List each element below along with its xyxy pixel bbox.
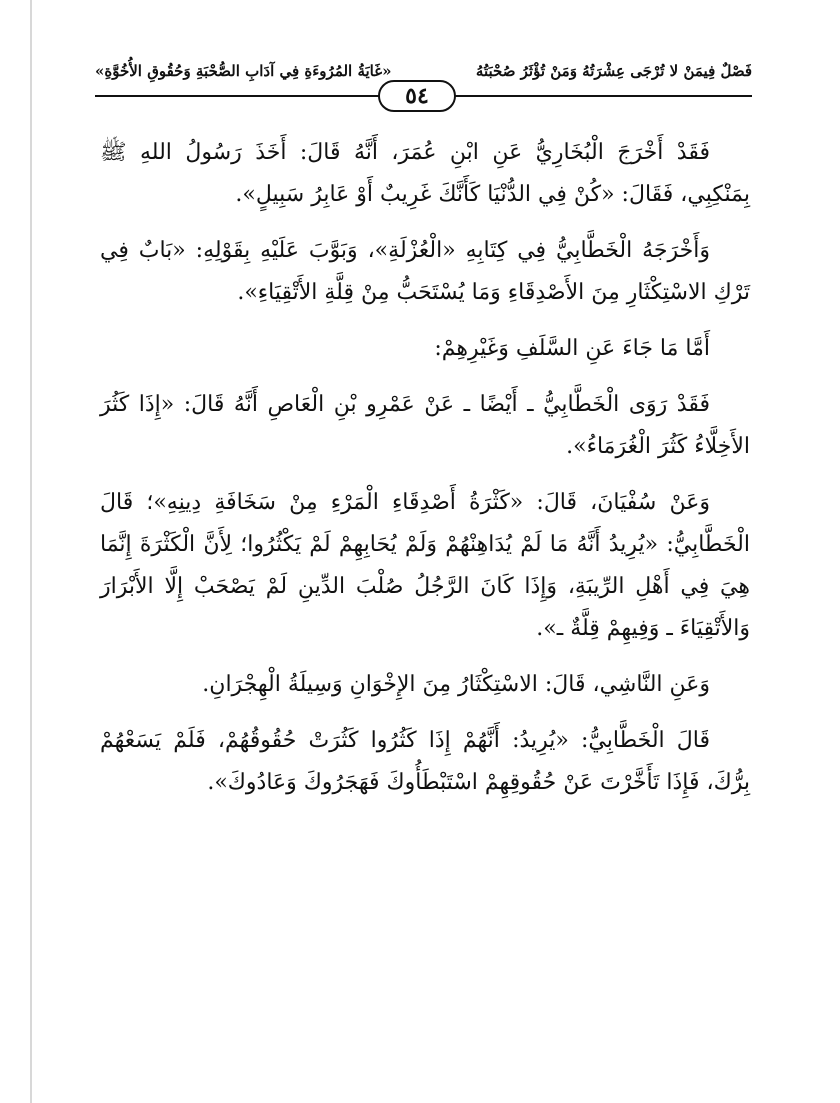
paragraph: وَأَخْرَجَهُ الْخَطَّابِيُّ فِي كِتَابِهِ «الْعُزْلَةِ»، وَبَوَّبَ عَلَيْهِ بِقَوْلِهِ: «بَابٌ فِي تَرْكِ الاسْتِكْثَارِ مِنَ الأَصْدِقَاءِ وَمَا يُسْتَحَبُّ مِنْ قِلَّةِ الأَتْقِيَاءِ». bbox=[100, 238, 750, 305]
paragraph: وَعَنْ سُفْيَانَ، قَالَ: «كَثْرَةُ أَصْدِقَاءِ الْمَرْءِ مِنْ سَخَافَةِ دِينِهِ»؛ قَالَ الْخَطَّابِيُّ: «يُرِيدُ أَنَّهُ مَا لَمْ يُدَاهِنْهُمْ وَلَمْ يُحَابِهِمْ لَمْ يَكْثُرُوا؛ لِأَنَّ الْكَثْرَةَ إِنَّمَا هِيَ فِي أَهْلِ الرِّيبَةِ، وَإِذَا كَانَ الرَّجُلُ صُلْبَ الدِّينِ لَمْ يَصْحَبْ إِلَّا الأَبْرَارَ وَالأَتْقِيَاءَ ـ وَفِيهِمْ قِلَّةٌ ـ». bbox=[100, 490, 750, 641]
paragraph: قَالَ الْخَطَّابِيُّ: «يُرِيدُ: أَنَّهُمْ إِذَا كَثُرُوا كَثُرَتْ حُقُوقُهُمْ، فَلَمْ يَسَعْهُمْ بِرُّكَ، فَإِذَا تَأَخَّرْتَ عَنْ حُقُوقِهِمْ اسْتَبْطَأُوكَ فَهَجَرُوكَ وَعَادُوكَ». bbox=[100, 728, 750, 795]
page-number: ٥٤ bbox=[378, 80, 456, 112]
scan-edge-line bbox=[30, 0, 32, 1103]
paragraph: وَعَنِ النَّاشِي، قَالَ: الاسْتِكْثَارُ مِنَ الإِخْوَانِ وَسِيلَةُ الْهِجْرَانِ. bbox=[202, 672, 710, 697]
book-title: «غَايَةُ المُرُوءَةِ فِي آدَابِ الصُّحْبَةِ وَحُقُوقِ الأُخُوَّةِ» bbox=[95, 62, 392, 80]
paragraph: فَقَدْ رَوَى الْخَطَّابِيُّ ـ أَيْضًا ـ عَنْ عَمْرِو بْنِ الْعَاصِ أَنَّهُ قَالَ: «إِذَا كَثُرَ الأَخِلَّاءُ كَثُرَ الْغُرَمَاءُ». bbox=[100, 392, 750, 459]
chapter-title: فَصْلٌ فِيمَنْ لا تُرْجَى عِشْرَتُهُ وَمَنْ تُؤْثَرُ صُحْبَتُهُ bbox=[475, 62, 752, 80]
body-text bbox=[100, 132, 750, 818]
section-heading: أَمَّا مَا جَاءَ عَنِ السَّلَفِ وَغَيْرِهِمْ: bbox=[434, 336, 710, 361]
paragraph: فَقَدْ أَخْرَجَ الْبُخَارِيُّ عَنِ ابْنِ عُمَرَ، أَنَّهُ قَالَ: أَخَذَ رَسُولُ اللهِ ﷺ بِمَنْكِبِي، فَقَالَ: «كُنْ فِي الدُّنْيَا كَأَنَّكَ غَرِيبٌ أَوْ عَابِرُ سَبِيلٍ». bbox=[100, 140, 750, 207]
